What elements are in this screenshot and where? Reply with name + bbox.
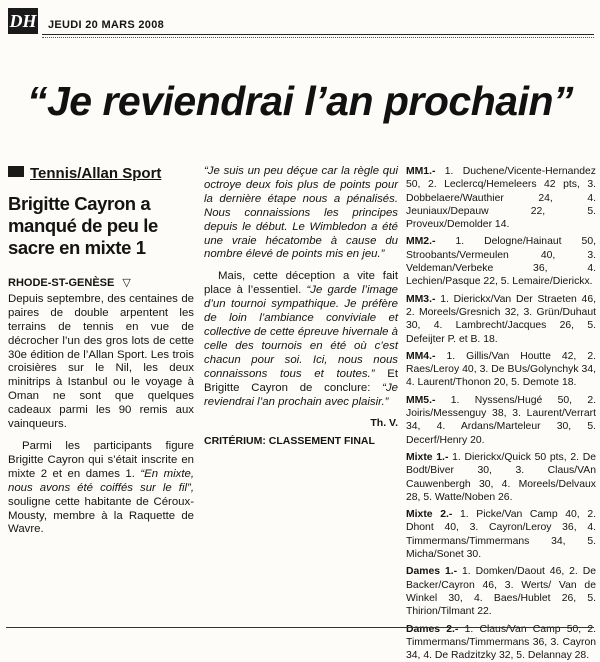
article-column-2: [204, 165, 398, 449]
category-results: 1. Delogne/Hainaut 50, Stroobants/Vermeulen 40, 3. Veldeman/Verbeke 36, 4. Lechien/Pasque 22, 5. Lemaire/Dierickx.: [406, 236, 596, 287]
category-results: 1. Nyssens/Hugé 50, 2. Joiris/Messenguy 38, 3. Laurent/Verrart 34, 4. Ardans/Marteleur 30, 5. Decerf/Henry 20.: [406, 395, 596, 446]
p3-quote-2: “Je reviendrai l’an prochain avec plaisir.”: [204, 382, 398, 408]
section-rubric: [8, 165, 194, 183]
place-name: RHODE-ST-GENÈSE: [8, 277, 114, 289]
category-results: 1. Domken/Daout 46, 2. De Backer/Cayron 46, 3. Werts/ Van de Winkel 30, 4. Baes/Hublet 26, 5. Thirion/Tilmant 22.: [406, 566, 596, 617]
category-label: MM4.-: [406, 351, 435, 362]
category-results: 1. Claus/Van Camp 50, 2. Timmermans/Timmermans 36, 3. Cayron 34, 4. De Radzitzky 32, 5. Delannay 28.: [406, 624, 596, 662]
masthead: [6, 6, 594, 40]
article-paragraph-3: [204, 270, 398, 409]
results-title: CRITÉRIUM: CLASSEMENT FINAL: [204, 435, 398, 449]
results-column: [406, 165, 596, 662]
category-label: MM1.-: [406, 166, 435, 177]
triangle-icon: ▽: [122, 277, 130, 291]
category-label: Dames 1.-: [406, 566, 457, 577]
results-mixte-1: [406, 451, 596, 504]
p3-quote: “Je garde l’image d’un tournoi sympathique. Je préfère de loin l’ambiance conviviale et collective de cette épreuve hivernale à celle des tournois en été où c’est chacun pour soi. Ici, nous nous connaissons tous et toutes.”: [204, 284, 398, 379]
dateline-place: [8, 277, 194, 291]
category-results: 1. Dierickx/Van Der Straeten 46, 2. Moreels/Gresnich 32, 3. Grün/Duhaut 30, 4. Lambrecht/Jacques 26, 5. Defeijter P. et B. 18.: [406, 294, 596, 345]
category-label: Mixte 2.-: [406, 509, 452, 520]
category-label: Mixte 1.-: [406, 452, 448, 463]
results-mm1: [406, 165, 596, 231]
article-subhead: Brigitte Cayron a manqué de peu le sacre en mixte 1: [8, 193, 194, 259]
category-label: Dames 2.-: [406, 624, 458, 635]
p3-text: Mais, cette déception a vite fait place à l’essentiel.: [204, 270, 398, 296]
rubric-label: Tennis/Allan Sport: [30, 165, 161, 182]
author-signature: Th. V.: [204, 417, 398, 431]
category-results: 1. Duchene/Vicente-Hernandez 50, 2. Leclercq/Hemeleers 42 pts, 3. Dobbelaere/Wauthier 24, 4. Jeuniaux/Depauw 22, 5. Proveux/Demolder 14.: [406, 166, 596, 230]
masthead-dotted-rule: [42, 37, 594, 38]
issue-date: JEUDI 20 MARS 2008: [48, 19, 164, 31]
article-column-1: [8, 165, 194, 537]
results-mixte-2: [406, 508, 596, 561]
results-mm2: [406, 235, 596, 288]
results-mm5: [406, 394, 596, 447]
article-paragraph-1: Depuis septembre, des centaines de paires de double arpentent les terrains de tennis en vue de décrocher l’un des gros lots de cette 30e édition de l’Allan Sport. Les trois croisières sur le Nil, les deux minitrips à Istanbul ou le voyage à Oman ne sont que quelques cadeaux parmi les 90 remis aux vainqueurs.: [8, 293, 194, 432]
newspaper-logo: DH: [8, 8, 38, 34]
category-results: 1. Dierickx/Quick 50 pts, 2. De Bodt/Biver 30, 3. Claus/VAn Cauwenbergh 30, 4. Moreels/Delvaux 28, 5. Watte/Noben 26.: [406, 452, 596, 503]
p2-quote-2: “Je suis un peu déçue car la règle qui octroye deux fois plus de points pour la dernière étape nous a pénalisés. Nous connaissions les principes depuis le début. Le Wimbledon a été une vraie hécatombe à cause du nombre élevé de points mis en jeu.”: [204, 165, 398, 260]
results-dames-2: [406, 623, 596, 662]
category-results: 1. Gillis/Van Houtte 42, 2. Raes/Leroy 40, 3. De BUs/Golynchyk 34, 4. Laurent/Thonon 20, 5. Demote 18.: [406, 351, 596, 389]
p2-text: Parmi les participants figure Brigitte Cayron qui s’était inscrite en mixte 2 et en dames 1.: [8, 440, 194, 480]
bottom-rule: [6, 627, 594, 628]
results-mm4: [406, 350, 596, 390]
category-results: 1. Picke/Van Camp 40, 2. Dhont 40, 3. Cayron/Leroy 36, 4. Timmermans/Timmermans 34, 5. Micha/Sonet 30.: [406, 509, 596, 560]
article-paragraph-2: [8, 440, 194, 537]
category-label: MM2.-: [406, 236, 435, 247]
square-bullet-icon: [8, 166, 24, 177]
p2-quote: “En mixte, nous avons été coiffés sur le fil”,: [8, 468, 194, 494]
headline: “Je reviendrai l’an prochain”: [0, 78, 600, 125]
category-label: MM3.-: [406, 294, 435, 305]
p2-text-end: souligne cette habitante de Céroux-Mousty, membre à la Raquette de Wavre.: [8, 496, 194, 536]
results-mm3: [406, 293, 596, 346]
article-paragraph-2-cont: [204, 165, 398, 262]
masthead-rule: [42, 34, 594, 35]
results-dames-1: [406, 565, 596, 618]
category-label: MM5.-: [406, 395, 435, 406]
p3-text-mid: Et Brigitte Cayron de conclure:: [204, 368, 398, 394]
